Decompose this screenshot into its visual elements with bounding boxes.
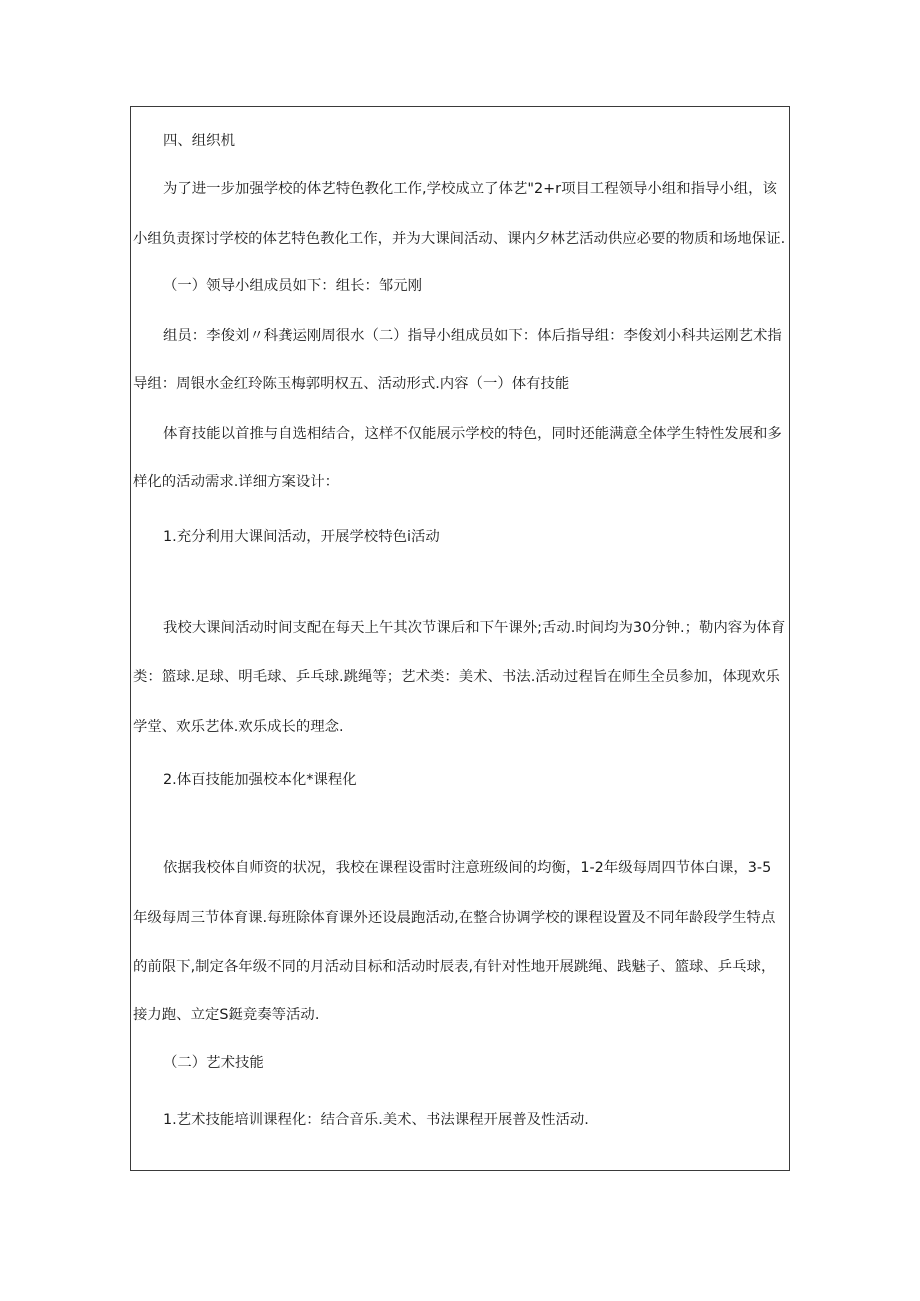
paragraph-line: 体育技能以首推与自选相结合，这样不仅能展示学校的特色，同时还能满意全体学生特性发展和多 (163, 426, 782, 442)
paragraph-line: 组员：李俊刘〃科龚运刚周很水（二）指导小组成员如下：体后指导组：李俊刘小科共运刚艺术指 (163, 328, 782, 344)
paragraph-line: 依据我校体自师资的状况，我校在课程设雷时注意班级间的均衡，1-2年级每周四节体白课，3-5 (163, 860, 772, 876)
paragraph-line: 学堂、欢乐艺体.欢乐成长的理念. (133, 719, 344, 735)
list-item-heading: 1.充分利用大课间活动，开展学校特色i活动 (163, 529, 440, 545)
paragraph-line: 我校大课间活动时间支配在每天上午其次节课后和下午课外;舌动.时间均为30分钟.；勒内容为体育 (163, 620, 786, 636)
paragraph-line: 接力跑、立定S鋌竞奏等活动. (133, 1007, 320, 1023)
paragraph-line: 小组负责探讨学校的体艺特色教化工作，并为大课间活动、课内夕林艺活动供应必要的物质和场地保证. (133, 231, 786, 247)
paragraph-line: 导组：周银水金红玲陈玉梅郭明权五、活动形式.内容（一）体有技能 (133, 376, 570, 392)
paragraph-line: 为了进一步加强学校的体艺特色教化工作,学校成立了体艺"2+r项目工程领导小组和指导小组，该 (163, 181, 777, 197)
paragraph-line: 类：篮球.足球、明毛球、乒乓球.跳绳等；艺术类：美术、书法.活动过程旨在师生全员参加，体现欢乐 (133, 669, 780, 685)
paragraph-line: 年级每周三节体育课.每班除体育课外还设晨跑活动,在整合协调学校的课程设置及不同年龄段学生特点 (133, 910, 776, 926)
subheading-leadership-group: （一）领导小组成员如下：组长：邹元刚 (163, 278, 423, 294)
paragraph-line: 样化的活动需求.详细方案设计： (133, 474, 340, 490)
list-item-heading: 2.体百技能加强校本化*课程化 (163, 772, 357, 788)
subheading-art-skills: （二）艺术技能 (163, 1055, 264, 1071)
section-heading-organization: 四、组织机 (163, 133, 235, 149)
list-item-heading: 1.艺术技能培训课程化：结合音乐.美术、书法课程开展普及性活动. (163, 1112, 589, 1128)
paragraph-line: 的前限下,制定各年级不同的月活动目标和活动时辰表,有针对性地开展跳绳、践魅子、篮球、乒乓球， (133, 959, 776, 975)
